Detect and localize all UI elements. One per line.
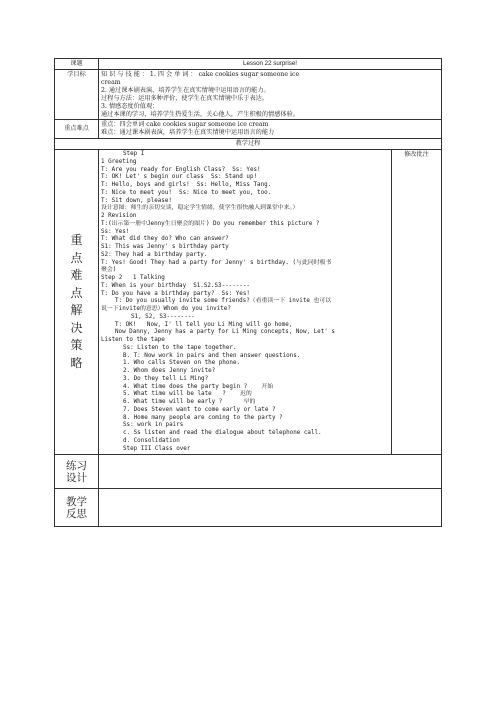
step-line: T: Yes! Good! They had a party for Jenny' s birthday. (与此同时板书 <box>101 259 332 266</box>
step-line: 聚会) <box>101 267 117 274</box>
reflection-row <box>55 489 442 527</box>
reflection-label-line: 反思 <box>66 507 87 520</box>
step-line: T:(出示第一册中Jenny生日聚会的图片) Do you remember this picture ? <box>101 220 320 227</box>
side-label-char: 决 <box>70 320 83 335</box>
step-line: T: OK! Now, I' ll tell you Li Ming will go home, <box>115 321 293 328</box>
step-line: Ss: work in pairs <box>123 422 184 429</box>
objectives-line: 过程与方法：运用多种评价，使学生在真实情境中乐于表达。 <box>101 94 269 102</box>
step-line: Step 2 1 Talking <box>101 275 165 282</box>
side-label-char: 重 <box>70 233 83 248</box>
step-line: 2. Whom does Jenny invite? <box>123 368 216 375</box>
objectives-label: 学目标 <box>55 70 99 120</box>
process-title-row <box>55 139 442 150</box>
reflection-label <box>55 489 99 527</box>
keypoints-label: 重点难点 <box>55 120 99 139</box>
keypoints-line: 难点：通过课本剧表演，培养学生在真实情境中运用语言的能力 <box>101 129 275 137</box>
keypoints-line: 重点：四会单词 cake cookies sugar someone ice cream <box>101 121 269 129</box>
side-label-char: 点 <box>70 285 83 300</box>
reflection-content <box>99 489 442 527</box>
side-label-char: 点 <box>70 250 83 265</box>
step-line: 说一下invite的意思）Whom do you invite? <box>101 306 231 313</box>
practice-row <box>55 455 442 489</box>
step-line: 7. Does Steven want to come early or late ? <box>123 406 276 413</box>
step-line: 4. What time does the party begin ? 开始 <box>123 383 274 390</box>
step-line: 3. Do they tell Li Ming? <box>123 375 209 382</box>
step-line: T: Do you usually invite some friends?（看重读一下 invite 也可以 <box>115 298 332 305</box>
step-line: Now Danny, Jenny has a party for Li Ming concepts, Now, Let' s <box>115 329 335 336</box>
step-line: 1 Greeting <box>101 158 137 165</box>
step-line: S1: This was Jenny' s birthday party <box>101 244 229 251</box>
practice-label-line: 设计 <box>66 471 87 484</box>
objectives-content <box>99 70 442 120</box>
step-line: d. Consolidation <box>123 437 180 444</box>
practice-label <box>55 455 99 489</box>
step-line: Ss: Yes! <box>101 228 130 235</box>
strategy-side-label <box>55 150 99 455</box>
keypoints-content <box>99 120 442 139</box>
objectives-line: 3. 情感态度价值观： <box>101 102 159 110</box>
step-line: 2 Revision <box>101 213 137 220</box>
step-line: 8. Home many people are coming to the party ? <box>123 414 283 421</box>
practice-label-line: 练习 <box>66 459 87 472</box>
objectives-line: cream <box>101 78 121 86</box>
step-line: T: Do you have a birthday party? Ss: Yes! <box>101 290 250 297</box>
objectives-line: 通过本课的学习，培养学生热爱生活，关心他人，产生积极的情感体验。 <box>101 110 299 118</box>
step-line: T: What did they do? Who can answer? <box>101 236 229 243</box>
step-line: T: Hello, boys and girls! Ss: Hello, Miss Tang. <box>101 182 272 189</box>
step-line: c. Ss listen and read the dialogue about telephone call. <box>123 430 322 437</box>
reflection-label-line: 教学 <box>66 495 87 508</box>
topic-label: 课题 <box>55 59 99 70</box>
step-line: Step I <box>123 151 145 158</box>
topic-value: Lesson 22 surprise! <box>99 59 442 70</box>
step-line: T: OK! Let' s begin our class Ss: Stand up! <box>101 174 258 181</box>
objectives-line: 2. 通过课本剧表演，培养学生在真实情境中运用语言的能力。 <box>101 86 270 94</box>
side-label-char: 略 <box>70 355 83 370</box>
topic-row <box>55 59 442 70</box>
practice-content <box>99 455 442 489</box>
step-line: S1, S2, S3-------- <box>131 313 195 320</box>
lesson-plan-table <box>54 58 442 527</box>
step-line: T: Sit down, please! <box>101 197 172 204</box>
revision-column-label: 修改批注 <box>404 151 429 159</box>
step-line: S2: They had a birthday party. <box>101 251 208 258</box>
step-line: 6. What time will be early ? 早的 <box>123 399 256 406</box>
side-label-char: 策 <box>70 338 83 353</box>
process-row <box>55 150 442 455</box>
step-line: 设计意图：师生的亲切交谈，稳定学生情绪，使学生很快融入到课堂中来。） <box>101 205 299 212</box>
step-line: T: Are you ready for English Class? Ss: Yes! <box>101 166 261 173</box>
process-title: 教学过程 <box>55 139 442 150</box>
step-line: Step III Class over <box>123 445 191 452</box>
objectives-row <box>55 70 442 120</box>
step-line: Ss: Listen to the tape together. <box>123 344 237 351</box>
steps-content <box>99 150 392 455</box>
side-label-char: 解 <box>70 303 83 318</box>
step-line: T: Nice to meet you! Ss: Nice to meet you, too. <box>101 189 272 196</box>
keypoints-row <box>55 120 442 139</box>
side-label-char: 难 <box>70 268 83 283</box>
revision-column <box>392 150 442 455</box>
step-line: T: When is your birthday S1.S2.S3-------- <box>101 282 250 289</box>
step-line: 5. What time will be late ? 迟的 <box>123 391 252 398</box>
step-line: B. T: Now work in pairs and then answer questions. <box>123 352 301 359</box>
objectives-line: 知 识 与 技 能 ： 1. 四 会 单 词 ： cake cookies sugar someone ice <box>101 71 300 78</box>
step-line: Listen to the tape <box>101 337 165 344</box>
step-line: 1. Who calls Steven on the phone. <box>123 360 241 367</box>
